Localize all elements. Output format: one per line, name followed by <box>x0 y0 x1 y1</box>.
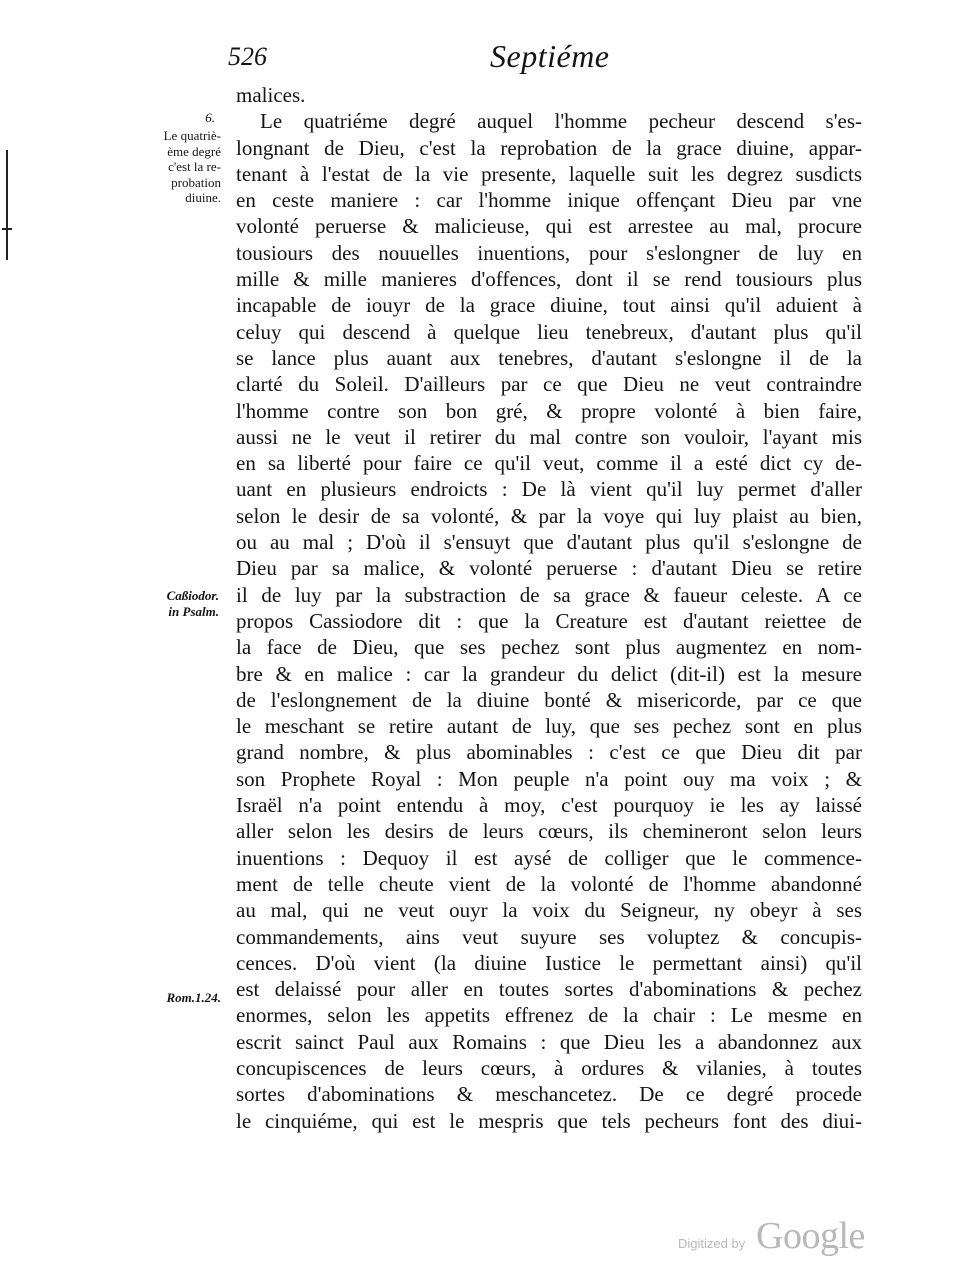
text-line: son Prophete Royal : Mon peuple n'a point ouy ma voix ; & <box>236 766 862 791</box>
text-line: ou au mal ; D'où il s'ensuyt que d'autant plus qu'il s'eslongne de <box>236 530 862 555</box>
text-line: volonté peruerse & malicieuse, qui est arrestee au mal, procure <box>236 214 862 239</box>
margin-note-line: Caßiodor. <box>166 588 219 603</box>
text-line: mille & mille manieres d'offences, dont il se rend tousiours plus <box>236 267 862 292</box>
text-line: tousiours des nouuelles inuentions, pour s'eslongner de luy en <box>236 240 862 265</box>
body-text <box>236 82 862 1134</box>
running-head: Septiéme <box>490 38 610 74</box>
google-logo: Google <box>756 1215 865 1257</box>
text-line: ment de telle cheute vient de la volonté de l'homme abandonné <box>236 871 862 896</box>
text-line: sortes d'abominations & meschancetez. De ce degré procede <box>236 1082 862 1107</box>
margin-note-line: ème degré <box>167 143 221 159</box>
text-line: aller selon les desirs de leurs cœurs, ils chemineront selon leurs <box>236 819 862 844</box>
text-line: le cinquiéme, qui est le mespris que tels pecheurs font des diui- <box>236 1108 862 1133</box>
text-line: tenant à l'estat de la vie presente, laquelle suit les degrez susdicts <box>236 161 862 186</box>
margin-note-line: Rom.1.24. <box>166 990 221 1005</box>
margin-note-cassiodore <box>167 588 219 619</box>
margin-note-line: probation <box>171 174 221 190</box>
text-line: Israël n'a point entendu à moy, c'est pourquoy ie les ay laissé <box>236 793 862 818</box>
text-line: incapable de iouyr de la grace diuine, tout ainsi qu'il aduient à <box>236 293 862 318</box>
text-line: aussi ne le veut il retirer du mal contre son vouloir, l'ayant mis <box>236 424 862 449</box>
text-line: cences. D'où vient (la diuine Iustice le permettant ainsi) qu'il <box>236 950 862 975</box>
text-line: grand nombre, & plus abominables : c'est ce que Dieu dit par <box>236 740 862 765</box>
margin-note-fourth-degree <box>164 128 221 206</box>
text-line: Le quatriéme degré auquel l'homme pecheur descend s'es- <box>260 109 862 134</box>
gutter-mark <box>6 150 8 260</box>
text-line: concupiscences de leurs cœurs, à ordures & vilanies, à toutes <box>236 1055 862 1080</box>
margin-note-line: diuine. <box>185 190 221 205</box>
margin-note-number <box>205 110 215 126</box>
text-line: propos Cassiodore dit : que la Creature est d'autant reiettee de <box>236 608 862 633</box>
margin-note-line: c'est la re- <box>168 159 221 174</box>
text-line: le meschant se retire autant de luy, que ses pechez sont en plus <box>236 714 862 739</box>
text-line: longnant de Dieu, c'est la reprobation de la grace diuine, appar- <box>236 135 862 160</box>
text-line: la face de Dieu, que ses pechez sont plus augmentez en nom- <box>236 635 862 660</box>
text-line: celuy qui descend à quelque lieu tenebreux, d'autant plus qu'il <box>236 319 862 344</box>
text-line: se lance plus auant aux tenebres, d'autant s'eslongne il de la <box>236 345 862 370</box>
text-line: au mal, qui ne veut ouyr la voix du Seigneur, ny obeyr à ses <box>236 898 862 923</box>
text-line: malices. <box>236 83 306 107</box>
text-line: Dieu par sa malice, & volonté peruerse : d'autant Dieu se retire <box>236 556 862 581</box>
text-line: de l'eslongnement de la diuine bonté & misericorde, par ce que <box>236 687 862 712</box>
page-number: 526 <box>228 42 267 71</box>
digitized-watermark <box>678 1214 878 1264</box>
text-line: escrit sainct Paul aux Romains : que Dieu les a abandonnez aux <box>236 1029 862 1054</box>
margin-note-line: in Psalm. <box>168 603 219 619</box>
text-line: uant en plusieurs endroicts : De là vient qu'il luy permet d'aller <box>236 477 862 502</box>
text-line: il de luy par la substraction de sa grace & faueur celeste. A ce <box>236 582 862 607</box>
text-line: clarté du Soleil. D'ailleurs par ce que Dieu ne veut contraindre <box>236 372 862 397</box>
text-line: inuentions : Dequoy il est aysé de colliger que le commence- <box>236 845 862 870</box>
margin-note-line: Le quatriè- <box>163 128 221 143</box>
page-header <box>228 38 868 78</box>
margin-note-romans <box>166 990 221 1006</box>
text-line: commandements, ains veut suyure ses voluptez & concupis- <box>236 924 862 949</box>
margin-note-number-text: 6. <box>205 110 215 125</box>
text-line: en sa liberté pour faire ce qu'il veut, comme il a esté dict cy de- <box>236 451 862 476</box>
gutter-tick <box>2 228 12 230</box>
text-line: est delaissé pour aller en toutes sortes d'abominations & pechez <box>236 977 862 1002</box>
text-line: selon le desir de sa volonté, & par la voye qui luy plaist au bien, <box>236 503 862 528</box>
text-line: l'homme contre son bon gré, & propre volonté à bien faire, <box>236 398 862 423</box>
text-line: en ceste maniere : car l'homme inique offençant Dieu par vne <box>236 188 862 213</box>
text-line: enormes, selon les appetits effrenez de la chair : Le mesme en <box>236 1003 862 1028</box>
text-line: bre & en malice : car la grandeur du delict (dit-il) est la mesure <box>236 661 862 686</box>
watermark-prefix: Digitized by <box>678 1236 746 1251</box>
